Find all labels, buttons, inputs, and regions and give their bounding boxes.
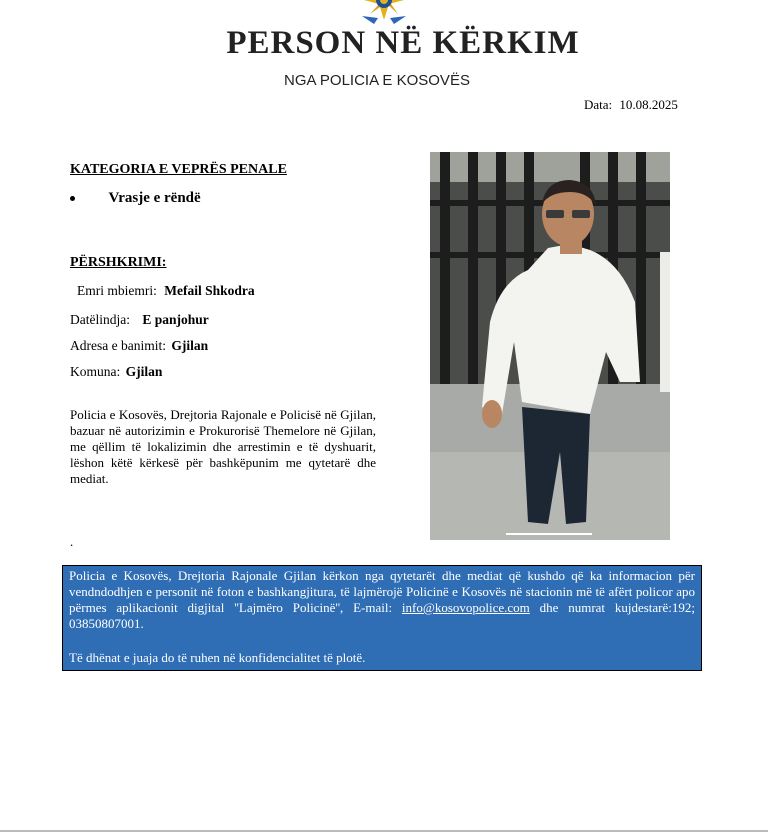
field-address — [70, 338, 208, 354]
field-address-label: Adresa e banimit: — [70, 338, 166, 353]
field-municipality-label: Komuna: — [70, 364, 121, 379]
field-municipality — [70, 364, 162, 380]
field-name — [77, 283, 255, 299]
email-link[interactable]: info@kosovopolice.com — [401, 600, 530, 615]
date-value: 10.08.2025 — [619, 97, 678, 112]
field-address-value: Gjilan — [171, 338, 209, 353]
field-municipality-value: Gjilan — [125, 364, 163, 379]
trailing-mark: . — [70, 534, 74, 549]
field-birthdate-value: E panjohur — [142, 312, 209, 327]
bullet-icon — [70, 196, 75, 201]
field-birthdate-label: Datëlindja: — [70, 312, 130, 327]
notice-phone-text: dhe numrat kujdestarë:192; 03850807001. — [69, 600, 696, 631]
date-line — [584, 97, 678, 113]
date-label: Data: — [584, 97, 613, 112]
page-title: PERSON NË KËRKIM — [226, 25, 580, 61]
page-subtitle: NGA POLICIA E KOSOVËS — [284, 72, 470, 89]
category-item-label: Vrasje e rëndë — [108, 190, 201, 206]
field-name-value: Mefail Shkodra — [164, 283, 255, 298]
description-heading: PËRSHKRIMI: — [70, 255, 167, 270]
category-heading: KATEGORIA E VEPRËS PENALE — [70, 162, 287, 177]
suspect-photo — [430, 152, 670, 540]
notice-paragraph — [69, 568, 695, 632]
police-emblem-icon — [346, 0, 422, 26]
confidential-note: Të dhënat e juaja do të ruhen në konfidencialitet të plotë. — [69, 650, 366, 665]
notice-text: Policia e Kosovës, Drejtoria Rajonale Gjilan kërkon nga qytetarët dhe mediat që kushdo që ka informacion për vendndodhjen e personit në foton e bashkangjitura, të lajmërojë Policinë e Kosovës në stacionin më të afërt policor apo përmes aplikacionit digjital ''Lajmëro Policinë'', E-mail: — [69, 568, 695, 615]
notice-box — [62, 565, 702, 671]
category-item — [70, 190, 201, 207]
description-paragraph: Policia e Kosovës, Drejtoria Rajonale e Policisë në Gjilan, bazuar në autorizimin e Prokurorisë Themelore në Gjilan, me qëllim të lokalizimin dhe arrestimin e të dyshuarit, lëshon këtë kërkesë për bashkëpunim me qytetarë dhe mediat. — [70, 407, 376, 486]
field-name-label: Emri mbiemri: — [77, 283, 157, 298]
field-birthdate — [70, 312, 209, 328]
